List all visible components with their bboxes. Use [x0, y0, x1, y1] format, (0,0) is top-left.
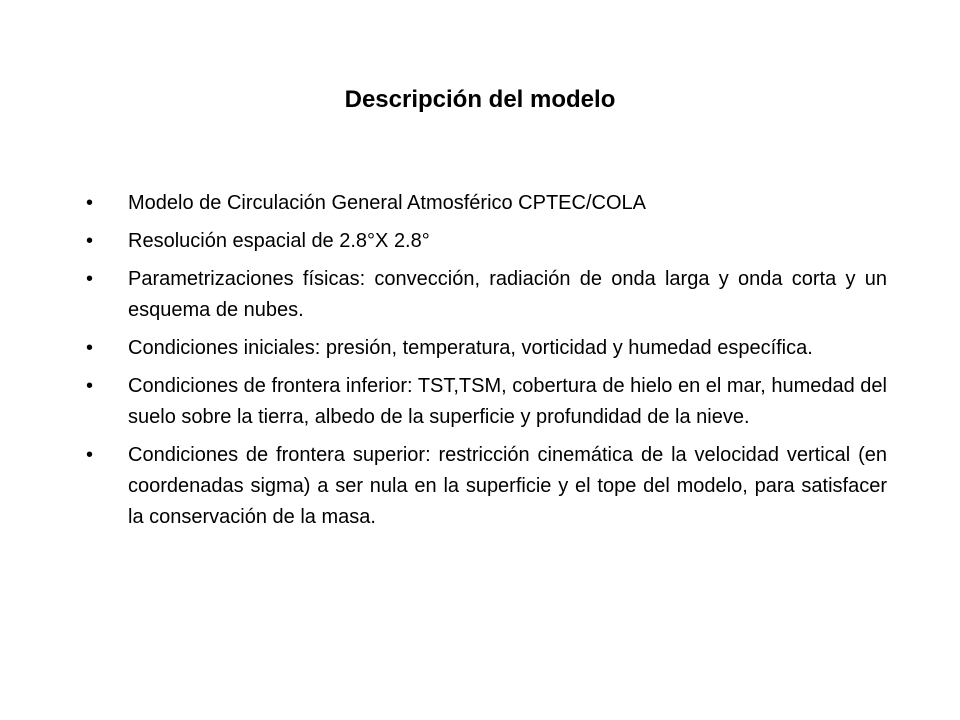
bullet-item	[86, 188, 887, 219]
bullet-text: Condiciones iniciales: presión, temperatura, vorticidad y humedad específica.	[128, 337, 813, 359]
slide-title: Descripción del modelo	[344, 86, 616, 113]
bullet-text: Condiciones de frontera inferior: TST,TSM, cobertura de hielo en el mar, humedad del suelo sobre la tierra, albedo de la superficie y profundidad de la nieve.	[128, 375, 887, 428]
bullet-text: Resolución espacial de 2.8°X 2.8°	[128, 230, 430, 252]
bullet-icon: •	[86, 337, 94, 359]
bullet-item	[86, 264, 887, 326]
bullet-item	[86, 440, 887, 533]
bullet-text: Condiciones de frontera superior: restricción cinemática de la velocidad vertical (en coordenadas sigma) a ser nula en la superficie y el tope del modelo, para satisfacer la conservación de la masa.	[128, 444, 887, 528]
bullet-icon: •	[86, 375, 94, 397]
bullet-item	[86, 333, 887, 364]
bullet-item	[86, 371, 887, 433]
bullet-item	[86, 226, 887, 257]
bullet-list	[86, 188, 887, 540]
bullet-icon: •	[86, 444, 94, 466]
bullet-icon: •	[86, 192, 94, 214]
bullet-text: Parametrizaciones físicas: convección, radiación de onda larga y onda corta y un esquema de nubes.	[128, 268, 887, 321]
bullet-icon: •	[86, 230, 94, 252]
bullet-icon: •	[86, 268, 94, 290]
bullet-text: Modelo de Circulación General Atmosférico CPTEC/COLA	[128, 192, 646, 214]
